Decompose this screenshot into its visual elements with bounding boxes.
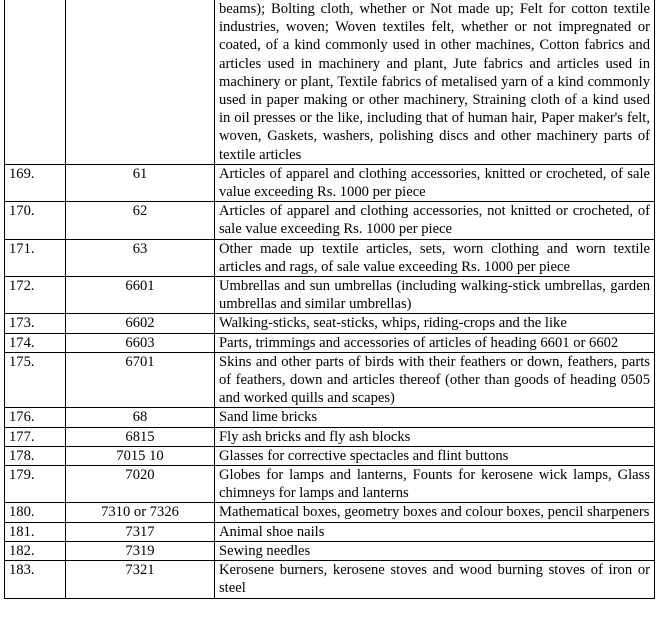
serial-number-cell: 169. (5, 164, 66, 201)
table-row (5, 202, 655, 239)
description-cell: Other made up textile articles, sets, worn clothing and worn textile articles and rags, of sale value exceeding Rs. 1000 per piece (215, 239, 655, 276)
serial-number-cell: 181. (5, 522, 66, 541)
heading-code-cell: 62 (66, 202, 215, 239)
table-row (5, 352, 655, 408)
table-row (5, 408, 655, 427)
table-row (5, 522, 655, 541)
table-row (5, 0, 655, 164)
serial-number-cell: 174. (5, 333, 66, 352)
tariff-table (4, 0, 655, 599)
description-cell: Articles of apparel and clothing accessories, knitted or crocheted, of sale value exceeding Rs. 1000 per piece (215, 164, 655, 201)
serial-number-cell: 177. (5, 427, 66, 446)
serial-number-cell: 178. (5, 446, 66, 465)
heading-code-cell: 7317 (66, 522, 215, 541)
heading-code-cell: 61 (66, 164, 215, 201)
table-row (5, 466, 655, 503)
heading-code-cell: 6603 (66, 333, 215, 352)
serial-number-cell: 170. (5, 202, 66, 239)
description-cell: Kerosene burners, kerosene stoves and wood burning stoves of iron or steel (215, 561, 655, 598)
table-row (5, 561, 655, 598)
serial-number-cell: 182. (5, 541, 66, 560)
heading-code-cell: 7319 (66, 541, 215, 560)
description-cell: Glasses for corrective spectacles and flint buttons (215, 446, 655, 465)
description-cell: Animal shoe nails (215, 522, 655, 541)
serial-number-cell (5, 0, 66, 164)
serial-number-cell: 180. (5, 503, 66, 522)
table-row (5, 503, 655, 522)
table-row (5, 427, 655, 446)
description-cell: Parts, trimmings and accessories of articles of heading 6601 or 6602 (215, 333, 655, 352)
description-cell: Articles of apparel and clothing accessories, not knitted or crocheted, of sale value exceeding Rs. 1000 per piece (215, 202, 655, 239)
heading-code-cell: 7015 10 (66, 446, 215, 465)
serial-number-cell: 173. (5, 314, 66, 333)
description-cell: Fly ash bricks and fly ash blocks (215, 427, 655, 446)
description-cell: Umbrellas and sun umbrellas (including walking-stick umbrellas, garden umbrellas and similar umbrellas) (215, 277, 655, 314)
description-cell: beams); Bolting cloth, whether or Not made up; Felt for cotton textile industries, woven; Woven textiles felt, whether or not impregnated or coated, of a kind commonly used in other machines, Cotton fabrics and articles used in machinery and plant, Jute fabrics and articles used in machinery or plant, Textile fabrics of metalised yarn of a kind commonly used in paper making or other machinery, Straining cloth of a kind used in oil presses or the like, including that of human hair, Paper maker's felt, woven, Gaskets, washers, polishing discs and other machinery parts of textile articles (215, 0, 655, 164)
serial-number-cell: 183. (5, 561, 66, 598)
table-body (5, 0, 655, 598)
heading-code-cell: 68 (66, 408, 215, 427)
serial-number-cell: 176. (5, 408, 66, 427)
table-row (5, 314, 655, 333)
table-row (5, 333, 655, 352)
table-row (5, 541, 655, 560)
description-cell: Globes for lamps and lanterns, Founts for kerosene wick lamps, Glass chimneys for lamps and lanterns (215, 466, 655, 503)
description-cell: Walking-sticks, seat-sticks, whips, riding-crops and the like (215, 314, 655, 333)
heading-code-cell: 7321 (66, 561, 215, 598)
heading-code-cell: 6815 (66, 427, 215, 446)
table-row (5, 164, 655, 201)
description-cell: Skins and other parts of birds with their feathers or down, feathers, parts of feathers, down and articles thereof (other than goods of heading 0505 and worked quills and scapes) (215, 352, 655, 408)
serial-number-cell: 172. (5, 277, 66, 314)
table-row (5, 277, 655, 314)
heading-code-cell: 6601 (66, 277, 215, 314)
serial-number-cell: 179. (5, 466, 66, 503)
heading-code-cell: 6701 (66, 352, 215, 408)
description-cell: Sand lime bricks (215, 408, 655, 427)
description-cell: Mathematical boxes, geometry boxes and colour boxes, pencil sharpeners (215, 503, 655, 522)
heading-code-cell: 63 (66, 239, 215, 276)
heading-code-cell: 7020 (66, 466, 215, 503)
table-row (5, 446, 655, 465)
table-row (5, 239, 655, 276)
serial-number-cell: 171. (5, 239, 66, 276)
description-cell: Sewing needles (215, 541, 655, 560)
heading-code-cell (66, 0, 215, 164)
heading-code-cell: 7310 or 7326 (66, 503, 215, 522)
heading-code-cell: 6602 (66, 314, 215, 333)
serial-number-cell: 175. (5, 352, 66, 408)
